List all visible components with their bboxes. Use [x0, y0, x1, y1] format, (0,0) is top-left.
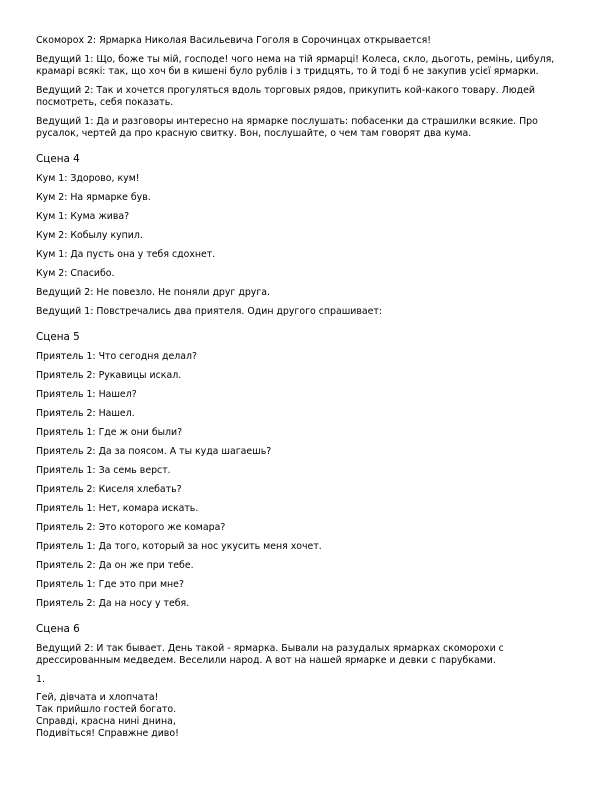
- dialogue-line: Приятель 1: Где ж они были?: [36, 427, 183, 438]
- dialogue-line: Приятель 1: Нет, комара искать.: [36, 503, 199, 514]
- dialogue-line: Приятель 2: Это которого же комара?: [36, 522, 226, 533]
- dialogue-line: Приятель 2: Да на носу у тебя.: [36, 598, 190, 609]
- dialogue-line: Кум 2: Спасибо.: [36, 268, 115, 279]
- dialogue-line: Приятель 1: Где это при мне?: [36, 579, 184, 590]
- scene-4-heading: Сцена 4: [36, 153, 80, 165]
- intro-line: Ведущий 2: Так и хочется прогуляться вдоль торговых рядов, прикупить кой-какого товару. Людей посмотреть, себя показать.: [36, 85, 535, 108]
- dialogue-line: Кум 2: На ярмарке був.: [36, 192, 151, 203]
- dialogue-line: Приятель 2: Киселя хлебать?: [36, 484, 182, 495]
- verse-line: Подивіться! Справжне диво!: [36, 728, 179, 739]
- intro-line: Ведущий 1: Да и разговоры интересно на ярмарке послушать: побасенки да страшилки всякие. Про русалок, чертей да про красную свитку. Вон, послушайте, о чем там говорят два кума.: [36, 116, 538, 139]
- dialogue-line: Приятель 2: Рукавицы искал.: [36, 370, 182, 381]
- verse-line: Справді, красна нині днина,: [36, 716, 176, 727]
- dialogue-line: Приятель 1: Что сегодня делал?: [36, 351, 197, 362]
- dialogue-line: Приятель 2: Да за поясом. А ты куда шагаешь?: [36, 446, 272, 457]
- verse-line: Так прийшло гостей богато.: [36, 704, 177, 715]
- dialogue-line: Ведущий 1: Повстречались два приятеля. Один другого спрашивает:: [36, 306, 383, 317]
- scene-6-heading: Сцена 6: [36, 623, 80, 635]
- dialogue-line: Приятель 2: Нашел.: [36, 408, 135, 419]
- verse-number: 1.: [36, 674, 45, 685]
- scene-5-heading: Сцена 5: [36, 331, 80, 343]
- dialogue-line: Ведущий 2: И так бывает. День такой - ярмарка. Бывали на разудалых ярмарках скоморохи с дрессированным медведем. Веселили народ. А вот на нашей ярмарке и девки с парубками.: [36, 643, 504, 666]
- dialogue-line: Кум 2: Кобылу купил.: [36, 230, 143, 241]
- verse-line: Гей, дівчата и хлопчата!: [36, 692, 159, 703]
- intro-line: Скоморох 2: Ярмарка Николая Васильевича Гоголя в Сорочинцах открывается!: [36, 35, 432, 46]
- dialogue-line: Ведущий 2: Не повезло. Не поняли друг друга.: [36, 287, 270, 298]
- dialogue-line: Приятель 1: За семь верст.: [36, 465, 171, 476]
- script-text: [36, 35, 576, 740]
- dialogue-line: Приятель 2: Да он же при тебе.: [36, 560, 194, 571]
- dialogue-line: Приятель 1: Да того, который за нос укусить меня хочет.: [36, 541, 322, 552]
- dialogue-line: Кум 1: Да пусть она у тебя сдохнет.: [36, 249, 216, 260]
- dialogue-line: Кум 1: Кума жива?: [36, 211, 130, 222]
- dialogue-line: Кум 1: Здорово, кум!: [36, 173, 140, 184]
- dialogue-line: Приятель 1: Нашел?: [36, 389, 137, 400]
- intro-line: Ведущий 1: Що, боже ты мій, господе! чого нема на тій ярмарці! Колеса, скло, дьоготь, ремінь, цибуля, крамарі всякі: так, що хоч би в кишені було рублів і з тридцять, то й тоді б не закупив усієї ярмарки.: [36, 54, 555, 77]
